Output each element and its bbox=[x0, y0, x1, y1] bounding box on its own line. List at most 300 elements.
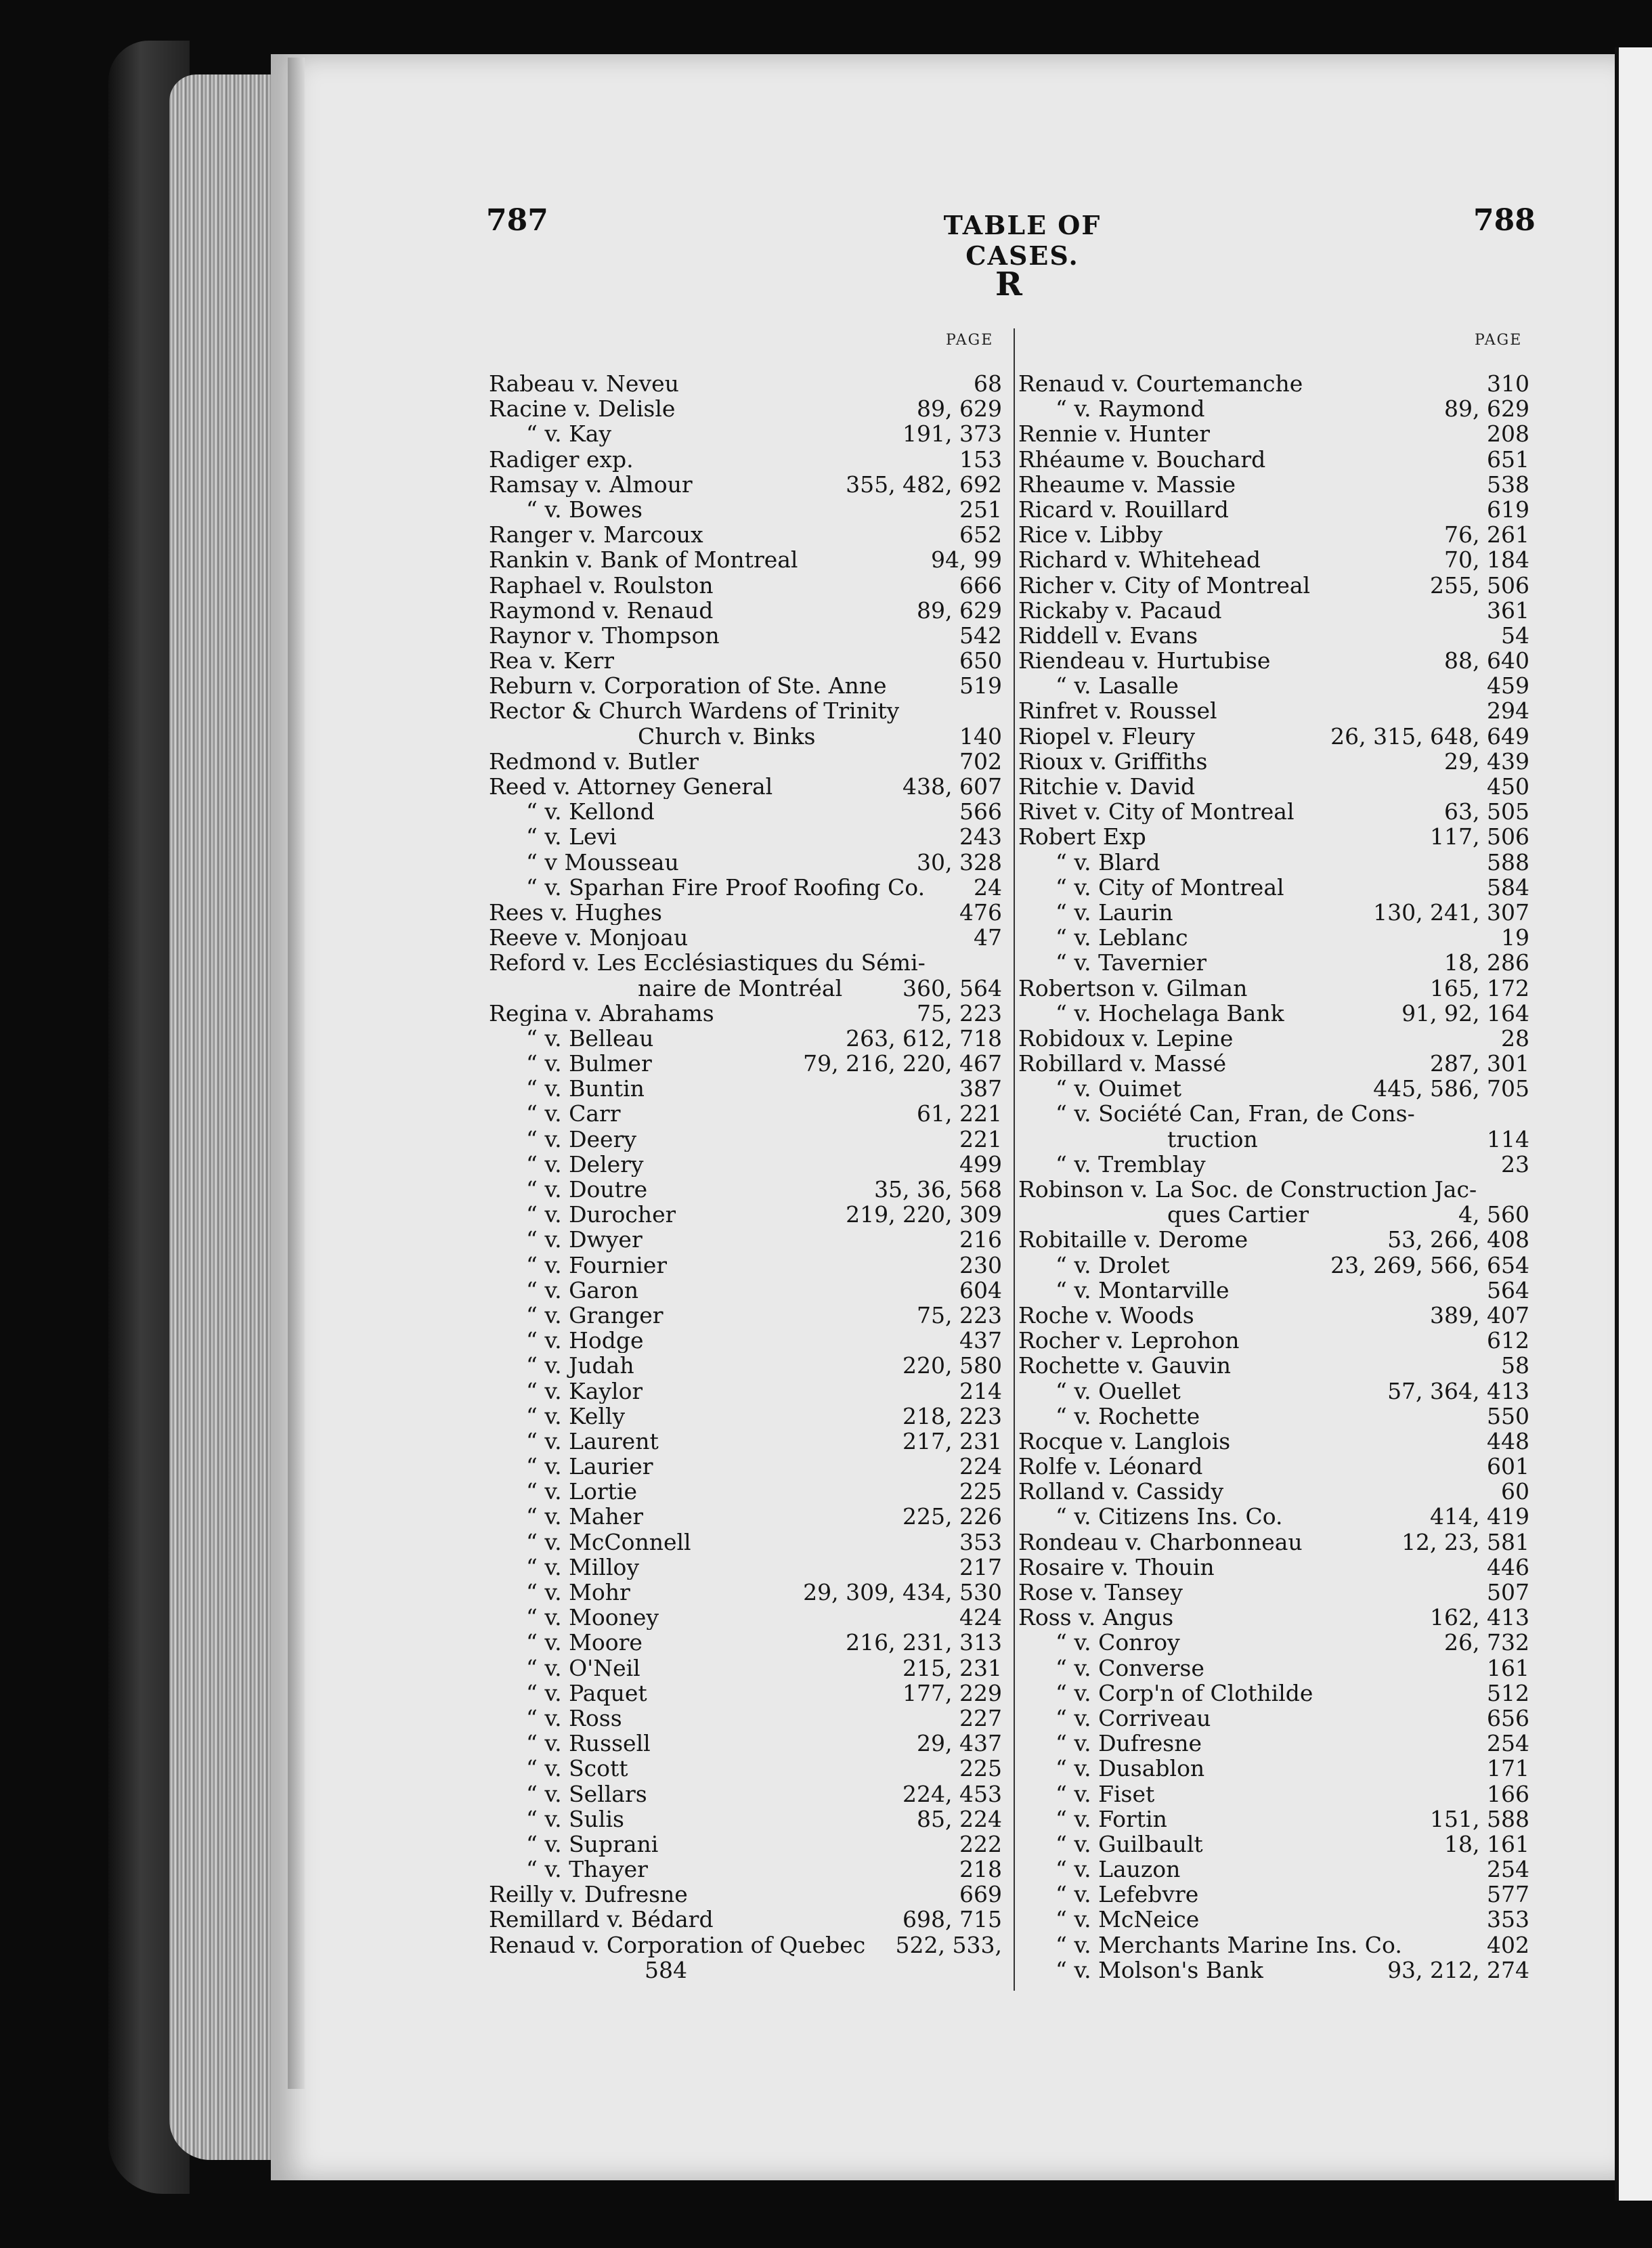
case-pages: 360, 564 bbox=[903, 974, 1002, 1001]
case-name: Church v. Binks bbox=[638, 723, 816, 749]
case-pages: 23, 269, 566, 654 bbox=[1330, 1251, 1529, 1278]
case-name: Rabeau v. Neveu bbox=[489, 371, 679, 397]
case-pages: 88, 640 bbox=[1444, 647, 1529, 674]
case-entry bbox=[489, 1454, 1002, 1479]
case-pages: 230 bbox=[959, 1251, 1002, 1278]
case-name: “ v. Montarville bbox=[1056, 1277, 1230, 1303]
case-entry bbox=[1018, 1731, 1529, 1756]
case-name: “ v. Laurent bbox=[526, 1428, 659, 1454]
case-pages: 424 bbox=[959, 1604, 1002, 1631]
case-entry bbox=[1018, 1127, 1529, 1152]
case-entry bbox=[1018, 1656, 1529, 1681]
case-name: “ v. Bowes bbox=[526, 496, 643, 523]
case-entry bbox=[489, 447, 1002, 472]
case-entry bbox=[489, 950, 1002, 975]
case-name: “ v. Bulmer bbox=[526, 1051, 652, 1077]
case-entry bbox=[1018, 1001, 1529, 1026]
case-name: “ v. McNeice bbox=[1056, 1907, 1200, 1932]
case-name: Rosaire v. Thouin bbox=[1018, 1554, 1215, 1580]
case-entry bbox=[1018, 1253, 1529, 1278]
case-entry bbox=[1018, 1379, 1529, 1404]
case-pages: 225, 226 bbox=[903, 1503, 1002, 1530]
case-name: “ v. Leblanc bbox=[1056, 925, 1188, 951]
case-name: Richard v. Whitehead bbox=[1018, 547, 1261, 573]
section-letter: R bbox=[995, 265, 1022, 303]
case-entry bbox=[489, 1706, 1002, 1731]
case-pages: 446 bbox=[1487, 1553, 1529, 1580]
case-entry bbox=[1018, 1404, 1529, 1429]
case-entry bbox=[1018, 1857, 1529, 1882]
case-entry bbox=[489, 925, 1002, 950]
case-entry bbox=[1018, 1026, 1529, 1051]
case-name: “ v. Fortin bbox=[1056, 1806, 1167, 1832]
case-entry bbox=[1018, 1932, 1529, 1958]
case-entry bbox=[489, 1756, 1002, 1781]
case-pages: 387 bbox=[959, 1075, 1002, 1102]
case-pages: 601 bbox=[1487, 1453, 1529, 1480]
case-pages: 30, 328 bbox=[917, 848, 1002, 876]
case-pages: 564 bbox=[1487, 1276, 1529, 1303]
case-pages: 254 bbox=[1487, 1856, 1529, 1883]
case-entry bbox=[1018, 799, 1529, 824]
case-name: Reford v. Les Ecclésiastiques du Sémi- bbox=[489, 950, 926, 976]
case-name: Rondeau v. Charbonneau bbox=[1018, 1529, 1303, 1555]
case-pages: 448 bbox=[1487, 1427, 1529, 1454]
case-entry bbox=[1018, 623, 1529, 648]
case-entry bbox=[1018, 447, 1529, 472]
case-entry bbox=[489, 1127, 1002, 1152]
case-entry bbox=[1018, 1454, 1529, 1479]
case-pages: 263, 612, 718 bbox=[846, 1024, 1002, 1052]
case-pages: 177, 229 bbox=[903, 1679, 1002, 1706]
case-pages: 18, 161 bbox=[1444, 1830, 1529, 1857]
case-pages: 89, 629 bbox=[917, 395, 1002, 423]
case-name: truction bbox=[1167, 1126, 1258, 1152]
case-pages: 217 bbox=[959, 1553, 1002, 1580]
case-entry bbox=[1018, 547, 1529, 572]
case-pages: 4, 560 bbox=[1458, 1201, 1529, 1228]
case-pages: 165, 172 bbox=[1430, 974, 1529, 1001]
case-name: Raynor v. Thompson bbox=[489, 622, 720, 649]
case-pages: 208 bbox=[1487, 420, 1529, 448]
case-name: Riopel v. Fleury bbox=[1018, 723, 1196, 749]
case-entry bbox=[489, 774, 1002, 799]
case-pages: 702 bbox=[959, 748, 1002, 775]
case-name: “ v. Mohr bbox=[526, 1580, 630, 1605]
case-name: Redmond v. Butler bbox=[489, 748, 699, 775]
case-pages: 79, 216, 220, 467 bbox=[803, 1050, 1002, 1077]
case-name: “ v. Paquet bbox=[526, 1680, 647, 1706]
case-entry bbox=[1018, 1907, 1529, 1932]
case-pages: 94, 99 bbox=[931, 546, 1002, 574]
case-entry bbox=[1018, 1177, 1529, 1202]
case-pages: 219, 220, 309 bbox=[846, 1201, 1002, 1228]
case-pages: 26, 732 bbox=[1444, 1629, 1529, 1656]
case-pages: 542 bbox=[959, 622, 1002, 649]
case-name: “ v. Fournier bbox=[526, 1252, 668, 1278]
case-name: “ v. Lasalle bbox=[1056, 673, 1179, 699]
case-pages: 93, 212, 274 bbox=[1387, 1956, 1529, 1983]
case-pages: 191, 373 bbox=[903, 420, 1002, 448]
case-name: Rheaume v. Massie bbox=[1018, 471, 1236, 497]
case-entry bbox=[489, 1731, 1002, 1756]
case-name: Rice v. Libby bbox=[1018, 522, 1162, 548]
case-name: Rochette v. Gauvin bbox=[1018, 1353, 1231, 1379]
right-column-entries bbox=[1018, 371, 1529, 1983]
case-name: “ v. Sulis bbox=[526, 1806, 624, 1832]
case-entry bbox=[1018, 522, 1529, 547]
case-entry bbox=[489, 1303, 1002, 1328]
case-entry bbox=[1018, 824, 1529, 849]
case-name: “ v. Thayer bbox=[526, 1857, 648, 1882]
case-pages: 287, 301 bbox=[1430, 1050, 1529, 1077]
case-name: Robertson v. Gilman bbox=[1018, 975, 1248, 1001]
case-entry bbox=[489, 900, 1002, 925]
case-pages: 698, 715 bbox=[903, 1906, 1002, 1933]
case-pages: 566 bbox=[959, 798, 1002, 825]
case-name: Ramsay v. Almour bbox=[489, 471, 693, 497]
case-entry bbox=[489, 472, 1002, 497]
case-entry bbox=[489, 1580, 1002, 1605]
case-name: “ v. Société Can, Fran, de Cons- bbox=[1056, 1101, 1415, 1127]
case-name: “ v. Converse bbox=[1056, 1655, 1204, 1681]
page-gutter-edge bbox=[288, 58, 305, 2089]
case-pages: 24 bbox=[974, 873, 1002, 901]
case-entry bbox=[1018, 724, 1529, 749]
case-pages: 57, 364, 413 bbox=[1387, 1377, 1529, 1404]
case-name: Raymond v. Renaud bbox=[489, 597, 714, 623]
case-entry bbox=[489, 1932, 1002, 1958]
case-name: Remillard v. Bédard bbox=[489, 1907, 714, 1932]
case-pages: 669 bbox=[959, 1881, 1002, 1908]
case-pages: 60 bbox=[1501, 1478, 1529, 1505]
case-name: Rennie v. Hunter bbox=[1018, 421, 1211, 447]
case-pages: 12, 23, 581 bbox=[1401, 1528, 1529, 1555]
case-pages: 550 bbox=[1487, 1402, 1529, 1429]
case-pages: 130, 241, 307 bbox=[1373, 899, 1529, 926]
case-pages: 18, 286 bbox=[1444, 949, 1529, 976]
case-pages: 294 bbox=[1487, 697, 1529, 725]
case-entry bbox=[1018, 925, 1529, 950]
case-entry bbox=[489, 522, 1002, 547]
case-entry bbox=[489, 1605, 1002, 1630]
case-entry bbox=[489, 1177, 1002, 1202]
case-name: “ v. Hodge bbox=[526, 1328, 644, 1354]
case-name: “ v. Mooney bbox=[526, 1605, 659, 1630]
case-pages: 652 bbox=[959, 521, 1002, 548]
case-pages: 68 bbox=[974, 370, 1002, 397]
case-name: ques Cartier bbox=[1167, 1202, 1309, 1228]
case-name: Reburn v. Corporation of Ste. Anne bbox=[489, 673, 887, 699]
case-name: “ v. Hochelaga Bank bbox=[1056, 1000, 1284, 1026]
case-entry bbox=[489, 1001, 1002, 1026]
case-entry bbox=[1018, 371, 1529, 396]
case-name: “ v. Corriveau bbox=[1056, 1705, 1211, 1731]
case-pages: 254 bbox=[1487, 1730, 1529, 1757]
case-entry bbox=[489, 1379, 1002, 1404]
case-entry bbox=[489, 1429, 1002, 1454]
case-pages: 251 bbox=[959, 496, 1002, 523]
case-name: “ v. Ouimet bbox=[1056, 1076, 1182, 1102]
case-name: “ v. Sparhan Fire Proof Roofing Co. bbox=[526, 874, 926, 900]
case-entry bbox=[1018, 598, 1529, 623]
case-name: “ v. Blard bbox=[1056, 849, 1160, 875]
case-pages: 218, 223 bbox=[903, 1402, 1002, 1429]
case-entry bbox=[1018, 1580, 1529, 1605]
case-entry bbox=[489, 1278, 1002, 1303]
case-name: “ v. Scott bbox=[526, 1756, 628, 1781]
case-entry bbox=[489, 1530, 1002, 1555]
case-name: “ v. Moore bbox=[526, 1630, 643, 1656]
case-name: Reilly v. Dufresne bbox=[489, 1882, 688, 1907]
case-pages: 29, 309, 434, 530 bbox=[803, 1579, 1002, 1605]
case-name: “ v. Milloy bbox=[526, 1554, 640, 1580]
case-pages: 619 bbox=[1487, 496, 1529, 523]
case-pages: 161 bbox=[1487, 1654, 1529, 1681]
case-pages: 26, 315, 648, 649 bbox=[1330, 722, 1529, 750]
case-pages: 47 bbox=[974, 924, 1002, 951]
case-pages: 29, 439 bbox=[1444, 748, 1529, 775]
case-entry bbox=[489, 1630, 1002, 1655]
case-name: “ v. City of Montreal bbox=[1056, 874, 1284, 900]
case-pages: 225 bbox=[959, 1478, 1002, 1505]
case-name: “ v. Merchants Marine Ins. Co. bbox=[1056, 1932, 1402, 1958]
case-name: Rolland v. Cassidy bbox=[1018, 1479, 1224, 1505]
case-entry bbox=[1018, 1555, 1529, 1580]
case-entry bbox=[1018, 1681, 1529, 1706]
case-pages: 218 bbox=[959, 1856, 1002, 1883]
case-name: Rea v. Kerr bbox=[489, 648, 615, 674]
case-name: Rinfret v. Roussel bbox=[1018, 698, 1217, 724]
case-name: Reeve v. Monjoau bbox=[489, 925, 689, 951]
case-pages: 162, 413 bbox=[1430, 1604, 1529, 1631]
case-entry bbox=[489, 1681, 1002, 1706]
case-entry bbox=[489, 698, 1002, 723]
case-name: “ v. Conroy bbox=[1056, 1630, 1180, 1656]
case-entry bbox=[1018, 1781, 1529, 1807]
case-pages: 216 bbox=[959, 1226, 1002, 1253]
case-pages: 117, 506 bbox=[1430, 823, 1529, 850]
case-pages: 519 bbox=[959, 672, 1002, 699]
case-name: “ v. Carr bbox=[526, 1101, 621, 1127]
case-name: “ v. Sellars bbox=[526, 1781, 647, 1807]
case-name: “ v. Dusablon bbox=[1056, 1756, 1205, 1781]
facing-page-strip bbox=[1615, 47, 1652, 2201]
case-pages: 507 bbox=[1487, 1579, 1529, 1605]
case-pages: 75, 223 bbox=[917, 999, 1002, 1026]
case-name: Rector & Church Wardens of Trinity bbox=[489, 698, 900, 724]
case-name: Regina v. Abrahams bbox=[489, 1000, 714, 1026]
case-name: “ v. Ouellet bbox=[1056, 1378, 1181, 1404]
case-entry bbox=[489, 1353, 1002, 1378]
case-pages: 584 bbox=[1487, 873, 1529, 901]
case-name: Raphael v. Roulston bbox=[489, 572, 714, 598]
case-entry bbox=[489, 1253, 1002, 1278]
case-pages: 225 bbox=[959, 1755, 1002, 1782]
case-pages: 214 bbox=[959, 1377, 1002, 1404]
case-name: Rocher v. Leprohon bbox=[1018, 1328, 1240, 1354]
case-name: “ v. Dufresne bbox=[1056, 1731, 1202, 1756]
case-name: Robinson v. La Soc. de Construction Jac- bbox=[1018, 1177, 1477, 1203]
case-name: “ v. Buntin bbox=[526, 1076, 645, 1102]
case-entry bbox=[489, 1202, 1002, 1227]
case-entry bbox=[489, 497, 1002, 522]
case-name: “ v. Rochette bbox=[1056, 1403, 1200, 1429]
case-pages: 19 bbox=[1501, 924, 1529, 951]
case-name: “ v. Fiset bbox=[1056, 1781, 1155, 1807]
case-entry bbox=[489, 875, 1002, 900]
case-pages: 577 bbox=[1487, 1881, 1529, 1908]
book-page-edges bbox=[169, 74, 271, 2160]
case-entry bbox=[1018, 1807, 1529, 1832]
case-pages: 361 bbox=[1487, 597, 1529, 624]
case-entry bbox=[489, 1656, 1002, 1681]
case-pages: 224 bbox=[959, 1453, 1002, 1480]
case-entry bbox=[489, 421, 1002, 446]
case-entry bbox=[489, 1328, 1002, 1353]
case-entry bbox=[489, 598, 1002, 623]
case-name: Robert Exp bbox=[1018, 824, 1146, 850]
case-pages: 114 bbox=[1487, 1125, 1529, 1152]
case-name: “ v. Suprani bbox=[526, 1831, 659, 1857]
case-pages: 414, 419 bbox=[1430, 1503, 1529, 1530]
case-entry bbox=[489, 1076, 1002, 1101]
case-entry bbox=[489, 976, 1002, 1001]
case-name: “ v. Belleau bbox=[526, 1025, 654, 1052]
case-name: “ v. Tremblay bbox=[1056, 1151, 1206, 1177]
case-pages: 438, 607 bbox=[903, 773, 1002, 800]
case-entry bbox=[1018, 850, 1529, 875]
case-pages: 216, 231, 313 bbox=[846, 1629, 1002, 1656]
case-entry bbox=[489, 547, 1002, 572]
case-name: Rees v. Hughes bbox=[489, 899, 662, 926]
case-entry bbox=[489, 724, 1002, 749]
case-entry bbox=[489, 799, 1002, 824]
case-name: “ v. O'Neil bbox=[526, 1655, 640, 1681]
case-entry bbox=[1018, 1530, 1529, 1555]
case-entry bbox=[489, 1958, 1002, 1983]
case-entry bbox=[1018, 1706, 1529, 1731]
case-name: Ritchie v. David bbox=[1018, 774, 1196, 800]
case-pages: 53, 266, 408 bbox=[1387, 1226, 1529, 1253]
right-page-number: 788 bbox=[1473, 203, 1536, 238]
case-name: Roche v. Woods bbox=[1018, 1302, 1194, 1328]
case-pages: 220, 580 bbox=[903, 1352, 1002, 1379]
case-pages: 23 bbox=[1501, 1150, 1529, 1177]
case-pages: 656 bbox=[1487, 1704, 1529, 1731]
case-pages: 445, 586, 705 bbox=[1373, 1075, 1529, 1102]
case-entry bbox=[489, 1781, 1002, 1807]
case-entry bbox=[1018, 950, 1529, 975]
case-entry bbox=[489, 1479, 1002, 1504]
case-entry bbox=[489, 1051, 1002, 1076]
case-name: “ v. Kellond bbox=[526, 799, 655, 825]
case-entry bbox=[489, 1026, 1002, 1051]
case-name: “ v. Raymond bbox=[1056, 396, 1205, 422]
case-pages: 70, 184 bbox=[1444, 546, 1529, 574]
case-entry bbox=[489, 1857, 1002, 1882]
case-entry bbox=[1018, 1353, 1529, 1378]
case-pages: 538 bbox=[1487, 471, 1529, 498]
case-name: “ v. Molson's Bank bbox=[1056, 1957, 1264, 1983]
case-name: “ v. Deery bbox=[526, 1126, 637, 1152]
case-pages: 221 bbox=[959, 1125, 1002, 1152]
case-pages: 222 bbox=[959, 1830, 1002, 1857]
case-name: “ v. Drolet bbox=[1056, 1252, 1170, 1278]
case-entry bbox=[1018, 1832, 1529, 1857]
case-entry bbox=[1018, 698, 1529, 723]
case-pages: 310 bbox=[1487, 370, 1529, 397]
case-pages: 54 bbox=[1501, 622, 1529, 649]
case-pages: 217, 231 bbox=[903, 1427, 1002, 1454]
case-entry bbox=[1018, 673, 1529, 698]
case-entry bbox=[1018, 1101, 1529, 1126]
case-name: naire de Montréal bbox=[638, 975, 843, 1001]
case-entry bbox=[489, 1152, 1002, 1177]
case-entry bbox=[1018, 1756, 1529, 1781]
case-entry bbox=[1018, 497, 1529, 522]
case-entry bbox=[489, 1807, 1002, 1832]
case-pages: 604 bbox=[959, 1276, 1002, 1303]
case-pages: 89, 629 bbox=[1444, 395, 1529, 423]
case-pages: 153 bbox=[959, 446, 1002, 473]
case-entry bbox=[489, 371, 1002, 396]
case-entry bbox=[489, 1907, 1002, 1932]
case-pages: 612 bbox=[1487, 1327, 1529, 1354]
case-entry bbox=[489, 749, 1002, 774]
case-name: Rivet v. City of Montreal bbox=[1018, 799, 1295, 825]
case-name: “ v. Delery bbox=[526, 1151, 644, 1177]
case-entry bbox=[489, 850, 1002, 875]
case-entry bbox=[1018, 1227, 1529, 1252]
case-name: Ranger v. Marcoux bbox=[489, 522, 703, 548]
case-pages: 243 bbox=[959, 823, 1002, 850]
case-entry bbox=[489, 1504, 1002, 1529]
case-pages: 588 bbox=[1487, 848, 1529, 876]
case-entry bbox=[1018, 573, 1529, 598]
case-name: Rocque v. Langlois bbox=[1018, 1428, 1231, 1454]
case-name: “ v. Guilbault bbox=[1056, 1831, 1203, 1857]
case-entry bbox=[489, 573, 1002, 598]
case-entry bbox=[1018, 472, 1529, 497]
case-entry bbox=[1018, 1328, 1529, 1353]
case-pages: 171 bbox=[1487, 1755, 1529, 1782]
case-name: “ v. Laurin bbox=[1056, 899, 1173, 926]
case-name: “ v. Dwyer bbox=[526, 1227, 643, 1253]
case-pages: 450 bbox=[1487, 773, 1529, 800]
case-entry bbox=[489, 824, 1002, 849]
case-pages: 215, 231 bbox=[903, 1654, 1002, 1681]
case-pages: 89, 629 bbox=[917, 597, 1002, 624]
case-pages: 140 bbox=[959, 722, 1002, 750]
case-name: “ v. Judah bbox=[526, 1353, 634, 1379]
case-name: Robillard v. Massé bbox=[1018, 1051, 1227, 1077]
case-entry bbox=[1018, 774, 1529, 799]
case-entry bbox=[1018, 1278, 1529, 1303]
case-entry bbox=[1018, 1051, 1529, 1076]
case-pages: 353 bbox=[959, 1528, 1002, 1555]
case-entry bbox=[1018, 1429, 1529, 1454]
case-pages: 355, 482, 692 bbox=[846, 471, 1002, 498]
case-name: “ v. McConnell bbox=[526, 1529, 691, 1555]
case-entry bbox=[489, 1227, 1002, 1252]
case-pages: 389, 407 bbox=[1430, 1301, 1529, 1328]
case-name: Reed v. Attorney General bbox=[489, 774, 773, 800]
case-pages: 666 bbox=[959, 571, 1002, 599]
case-pages: 476 bbox=[959, 899, 1002, 926]
case-name: “ v Mousseau bbox=[526, 849, 679, 875]
case-pages: 75, 223 bbox=[917, 1301, 1002, 1328]
